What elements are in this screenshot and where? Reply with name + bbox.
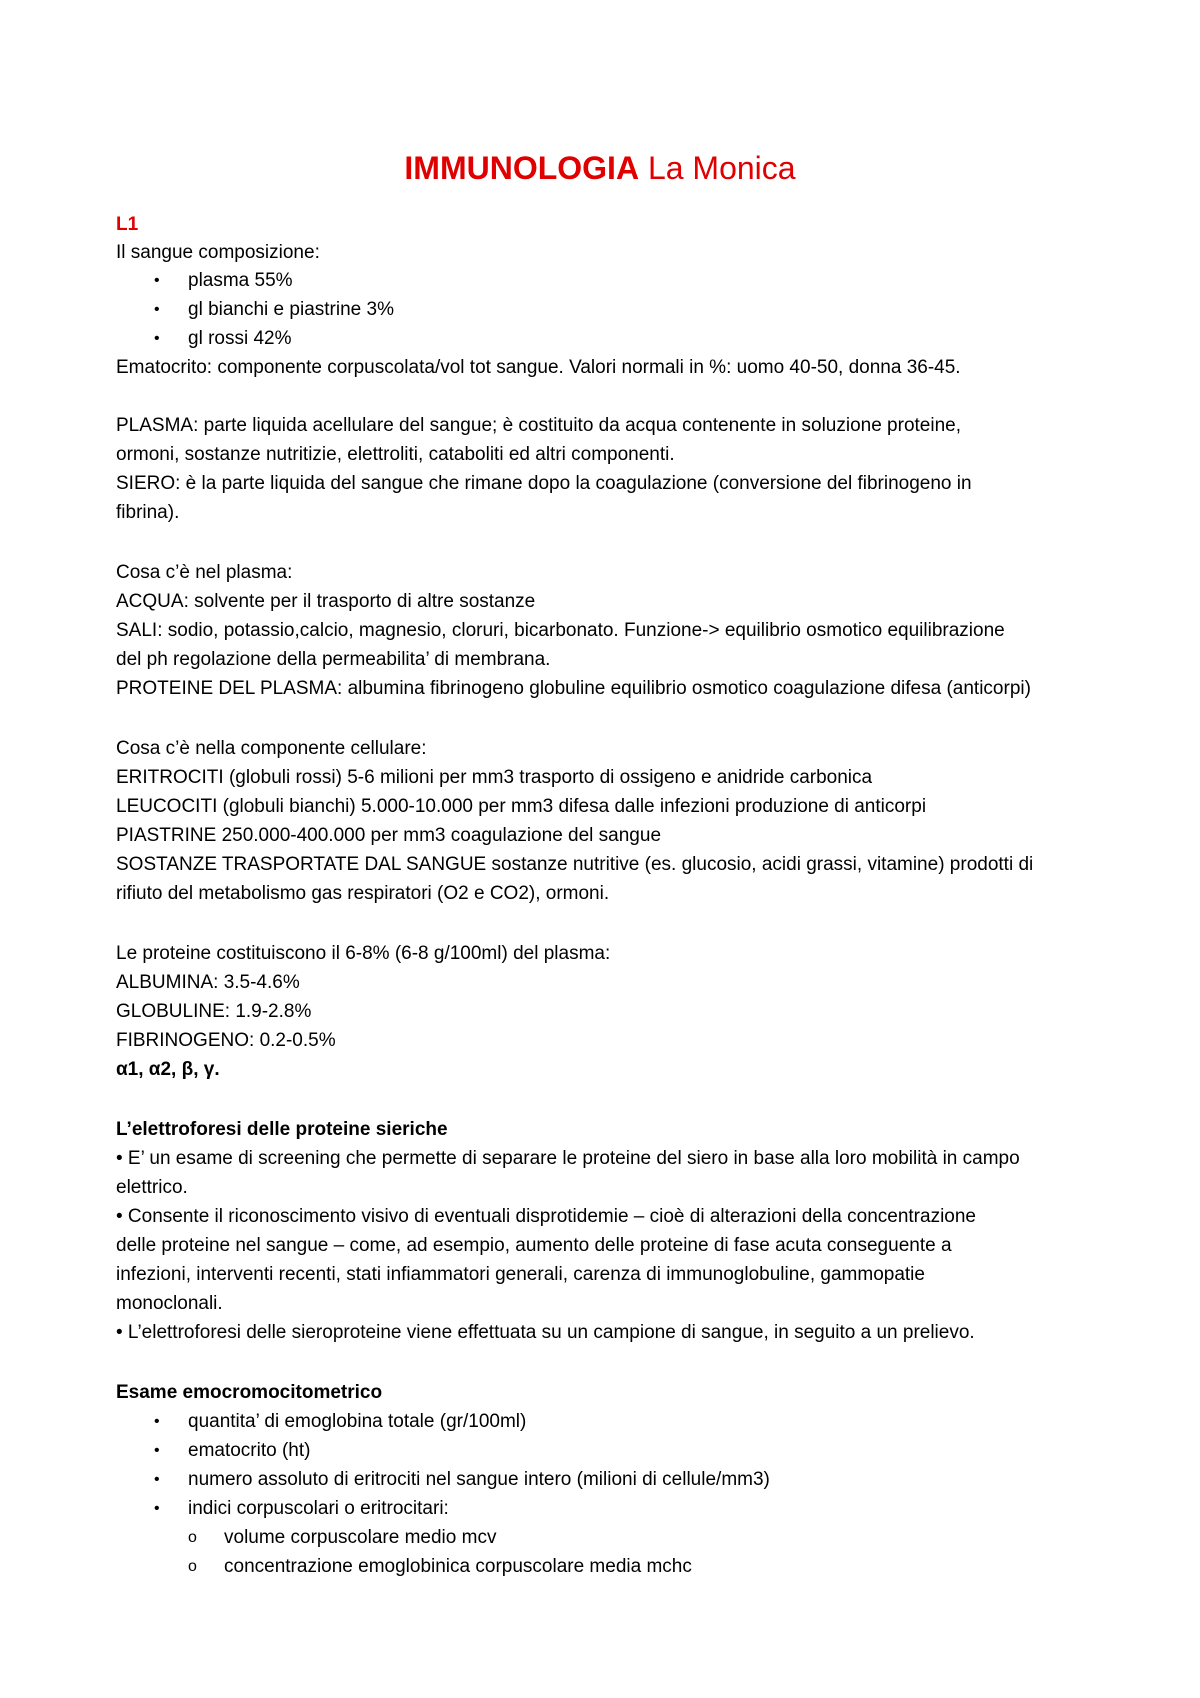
list-item: quantita’ di emoglobina totale (gr/100ml) [188, 1411, 527, 1432]
text-line: SALI: sodio, potassio,calcio, magnesio, cloruri, bicarbonato. Funzione-> equilibrio osmotico equilibrazione [116, 620, 1005, 641]
text-line: • Consente il riconoscimento visivo di eventuali disprotidemie – cioè di alterazioni della concentrazione [116, 1206, 977, 1227]
text-line: SIERO: è la parte liquida del sangue che rimane dopo la coagulazione (conversione del fibrinogeno in [116, 473, 972, 494]
bullet-icon: • [154, 1442, 160, 1459]
text-line: fibrina). [116, 502, 180, 523]
sangue-heading: Il sangue composizione: [116, 242, 320, 263]
bullet-icon: • [154, 301, 160, 318]
title-sub: La Monica [647, 150, 796, 186]
text-line: ALBUMINA: 3.5-4.6% [116, 972, 300, 993]
bullet-icon: • [154, 272, 160, 289]
sub-list-item: concentrazione emoglobinica corpuscolare media mchc [224, 1556, 692, 1577]
text-line: ERITROCITI (globuli rossi) 5-6 milioni per mm3 trasporto di ossigeno e anidride carbonica [116, 767, 873, 788]
text-line: delle proteine nel sangue – come, ad esempio, aumento delle proteine di fase acuta conseguente a [116, 1235, 952, 1256]
text-line: elettrico. [116, 1177, 188, 1198]
text-line: rifiuto del metabolismo gas respiratori (O2 e CO2), ormoni. [116, 883, 610, 904]
text-line: GLOBULINE: 1.9-2.8% [116, 1001, 312, 1022]
text-line: infezioni, interventi recenti, stati infiammatori generali, carenza di immunoglobuline, gammopatie [116, 1264, 925, 1285]
text-line: SOSTANZE TRASPORTATE DAL SANGUE sostanze nutritive (es. glucosio, acidi grassi, vitamine) prodotti di [116, 854, 1034, 875]
sub-bullet-icon: o [188, 1558, 197, 1575]
text-line: α1, α2, β, γ. [116, 1059, 220, 1080]
sub-list-item: volume corpuscolare medio mcv [224, 1527, 497, 1548]
list-item: ematocrito (ht) [188, 1440, 311, 1461]
list-item: gl rossi 42% [188, 328, 292, 349]
text-line: ACQUA: solvente per il trasporto di altre sostanze [116, 591, 536, 612]
text-line: monoclonali. [116, 1293, 223, 1314]
lesson-label: L1 [116, 214, 139, 235]
text-line: Le proteine costituiscono il 6-8% (6-8 g/100ml) del plasma: [116, 943, 611, 964]
section-heading: L’elettroforesi delle proteine sieriche [116, 1119, 448, 1140]
text-line: Cosa c’è nella componente cellulare: [116, 738, 427, 759]
bullet-icon: • [154, 330, 160, 347]
list-item: gl bianchi e piastrine 3% [188, 299, 394, 320]
text-line: Cosa c’è nel plasma: [116, 562, 293, 583]
text-line: • E’ un esame di screening che permette di separare le proteine del siero in base alla loro mobilità in campo [116, 1148, 1020, 1169]
list-item: plasma 55% [188, 270, 293, 291]
sub-bullet-icon: o [188, 1529, 197, 1546]
list-item: numero assoluto di eritrociti nel sangue intero (milioni di cellule/mm3) [188, 1469, 770, 1490]
text-line: PROTEINE DEL PLASMA: albumina fibrinogeno globuline equilibrio osmotico coagulazione difesa (anticorpi) [116, 678, 1031, 699]
list-item: indici corpuscolari o eritrocitari: [188, 1498, 449, 1519]
text-line: PLASMA: parte liquida acellulare del sangue; è costituito da acqua contenente in soluzione proteine, [116, 415, 961, 436]
document-title [0, 148, 1200, 188]
bullet-icon: • [154, 1471, 160, 1488]
text-line: FIBRINOGENO: 0.2-0.5% [116, 1030, 336, 1051]
section-heading: Esame emocromocitometrico [116, 1382, 383, 1403]
bullet-icon: • [154, 1500, 160, 1517]
text-line: ormoni, sostanze nutritizie, elettroliti, cataboliti ed altri componenti. [116, 444, 675, 465]
text-line: • L’elettroforesi delle sieroproteine viene effettuata su un campione di sangue, in seguito a un prelievo. [116, 1322, 975, 1343]
ematocrito-line: Ematocrito: componente corpuscolata/vol tot sangue. Valori normali in %: uomo 40-50, donna 36-45. [116, 357, 961, 378]
text-line: del ph regolazione della permeabilita’ di membrana. [116, 649, 551, 670]
text-line: LEUCOCITI (globuli bianchi) 5.000-10.000 per mm3 difesa dalle infezioni produzione di anticorpi [116, 796, 927, 817]
bullet-icon: • [154, 1413, 160, 1430]
title-main: IMMUNOLOGIA [404, 150, 640, 186]
text-line: PIASTRINE 250.000-400.000 per mm3 coagulazione del sangue [116, 825, 662, 846]
